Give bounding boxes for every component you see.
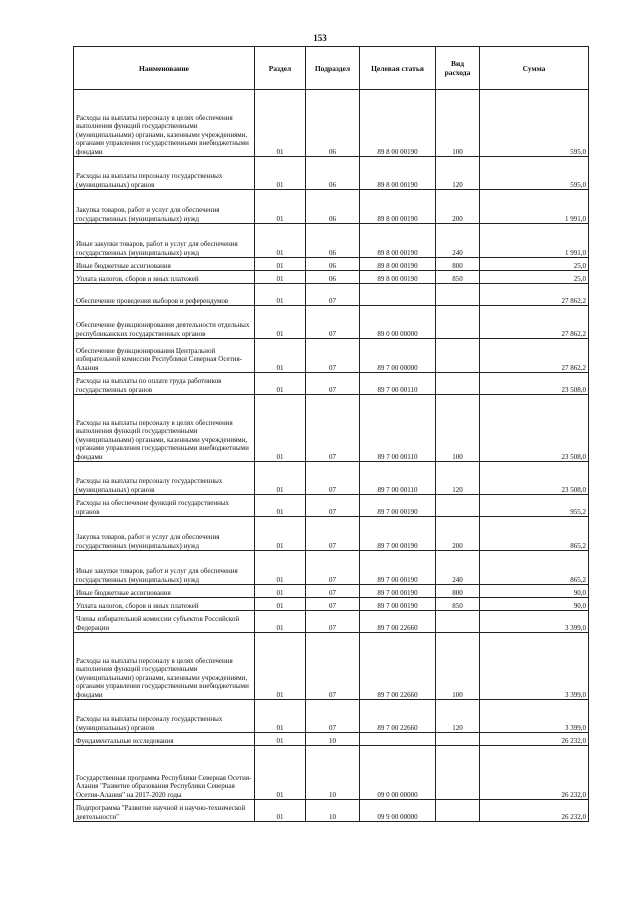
cell-expense-type: 850 (436, 598, 480, 611)
cell-section: 01 (255, 284, 306, 306)
cell-section: 01 (255, 258, 306, 271)
cell-target: 89 7 00 00190 (360, 495, 436, 517)
cell-sum: 865,2 (480, 551, 589, 585)
cell-sum: 23 508,0 (480, 395, 589, 462)
cell-section: 01 (255, 90, 306, 157)
cell-expense-type (436, 611, 480, 633)
cell-expense-type (436, 800, 480, 822)
cell-target (360, 284, 436, 306)
cell-expense-type: 240 (436, 224, 480, 258)
cell-sum: 865,2 (480, 517, 589, 551)
cell-name: Расходы на обеспечение функций государственных органов (74, 495, 255, 517)
table-body (74, 90, 589, 822)
cell-expense-type: 100 (436, 633, 480, 700)
cell-section: 01 (255, 190, 306, 224)
page-number: 153 (313, 33, 327, 43)
cell-sum: 25,0 (480, 271, 589, 284)
table-row (74, 224, 589, 258)
cell-section: 01 (255, 517, 306, 551)
cell-expense-type: 800 (436, 258, 480, 271)
cell-name: Расходы на выплаты персоналу государственных (муниципальных) органов (74, 462, 255, 495)
cell-subsection: 07 (306, 284, 360, 306)
cell-section: 01 (255, 551, 306, 585)
cell-name: Уплата налогов, сборов и иных платежей (74, 598, 255, 611)
header-subsection: Подраздел (306, 47, 360, 90)
table-row (74, 495, 589, 517)
cell-section: 01 (255, 339, 306, 373)
cell-subsection: 07 (306, 598, 360, 611)
table-row (74, 633, 589, 700)
cell-name: Подпрограмма "Развитие научной и научно-технической деятельности" (74, 800, 255, 822)
cell-subsection: 07 (306, 373, 360, 395)
cell-subsection: 06 (306, 90, 360, 157)
cell-name: Расходы на выплаты персоналу государственных (муниципальных) органов (74, 157, 255, 190)
cell-target: 89 7 00 00190 (360, 598, 436, 611)
table-row (74, 700, 589, 733)
cell-expense-type: 850 (436, 271, 480, 284)
cell-expense-type: 200 (436, 517, 480, 551)
cell-subsection: 10 (306, 733, 360, 746)
cell-subsection: 07 (306, 495, 360, 517)
cell-name: Иные закупки товаров, работ и услуг для обеспечения государственных (муниципальных) нужд (74, 551, 255, 585)
cell-name: Обеспечение функционирования Центральной избирательной комиссии Республики Северная Осетия-Алания (74, 339, 255, 373)
cell-expense-type: 120 (436, 157, 480, 190)
cell-name: Расходы на выплаты персоналу в целях обеспечения выполнения функций государственными (муниципальными) органами, казенными учреждениями, органами управления государственными внебюджетными фондами (74, 90, 255, 157)
cell-expense-type (436, 733, 480, 746)
cell-section: 01 (255, 611, 306, 633)
cell-subsection: 10 (306, 800, 360, 822)
cell-sum: 3 399,0 (480, 700, 589, 733)
cell-expense-type (436, 339, 480, 373)
cell-subsection: 07 (306, 585, 360, 598)
cell-name: Уплата налогов, сборов и иных платежей (74, 271, 255, 284)
cell-section: 01 (255, 495, 306, 517)
cell-subsection: 07 (306, 517, 360, 551)
cell-section: 01 (255, 746, 306, 800)
table-row (74, 373, 589, 395)
cell-target: 89 7 00 00190 (360, 551, 436, 585)
cell-section: 01 (255, 585, 306, 598)
cell-subsection: 07 (306, 462, 360, 495)
cell-sum: 27 862,2 (480, 306, 589, 339)
cell-expense-type (436, 746, 480, 800)
cell-name: Иные бюджетные ассигнования (74, 585, 255, 598)
table-row (74, 190, 589, 224)
table-header-row (74, 47, 589, 90)
cell-expense-type: 120 (436, 462, 480, 495)
cell-sum: 26 232,0 (480, 800, 589, 822)
cell-expense-type: 100 (436, 395, 480, 462)
header-name: Наименование (74, 47, 255, 90)
table-row (74, 258, 589, 271)
table-row (74, 306, 589, 339)
cell-target: 89 7 00 00190 (360, 517, 436, 551)
cell-sum: 955,2 (480, 495, 589, 517)
cell-subsection: 07 (306, 551, 360, 585)
cell-sum: 26 232,0 (480, 746, 589, 800)
cell-subsection: 06 (306, 157, 360, 190)
cell-expense-type (436, 306, 480, 339)
cell-name: Члены избирательной комиссии субъектов Российской Федерации (74, 611, 255, 633)
header-section: Раздел (255, 47, 306, 90)
cell-target: 89 7 00 00110 (360, 373, 436, 395)
cell-expense-type (436, 495, 480, 517)
header-target: Целевая статья (360, 47, 436, 90)
cell-section: 01 (255, 462, 306, 495)
cell-name: Расходы на выплаты персоналу государственных (муниципальных) органов (74, 700, 255, 733)
cell-sum: 23 508,0 (480, 462, 589, 495)
cell-name: Иные бюджетные ассигнования (74, 258, 255, 271)
cell-subsection: 06 (306, 224, 360, 258)
cell-section: 01 (255, 224, 306, 258)
cell-name: Фундаментальные исследования (74, 733, 255, 746)
table-row (74, 157, 589, 190)
cell-subsection: 10 (306, 746, 360, 800)
cell-subsection: 07 (306, 633, 360, 700)
cell-target: 89 8 00 00190 (360, 224, 436, 258)
cell-expense-type: 120 (436, 700, 480, 733)
cell-target: 09 9 00 00000 (360, 800, 436, 822)
cell-section: 01 (255, 800, 306, 822)
cell-target: 89 7 00 22660 (360, 611, 436, 633)
cell-expense-type: 200 (436, 190, 480, 224)
cell-sum: 3 399,0 (480, 611, 589, 633)
cell-section: 01 (255, 373, 306, 395)
cell-sum: 25,0 (480, 258, 589, 271)
cell-sum: 23 508,0 (480, 373, 589, 395)
cell-target: 89 8 00 00190 (360, 258, 436, 271)
cell-target: 89 8 00 00190 (360, 90, 436, 157)
table-row (74, 746, 589, 800)
table-row (74, 339, 589, 373)
cell-sum: 595,0 (480, 157, 589, 190)
cell-name: Закупка товаров, работ и услуг для обеспечения государственных (муниципальных) нужд (74, 517, 255, 551)
cell-section: 01 (255, 700, 306, 733)
cell-expense-type: 800 (436, 585, 480, 598)
cell-target: 89 8 00 00190 (360, 157, 436, 190)
cell-target: 89 8 00 00190 (360, 271, 436, 284)
cell-subsection: 07 (306, 700, 360, 733)
cell-sum: 27 862,2 (480, 339, 589, 373)
cell-subsection: 07 (306, 395, 360, 462)
cell-subsection: 07 (306, 306, 360, 339)
table-row (74, 585, 589, 598)
cell-name: Иные закупки товаров, работ и услуг для обеспечения государственных (муниципальных) нужд (74, 224, 255, 258)
cell-sum: 27 862,2 (480, 284, 589, 306)
cell-sum: 1 991,0 (480, 190, 589, 224)
cell-target: 89 7 00 22660 (360, 633, 436, 700)
table-row (74, 517, 589, 551)
cell-subsection: 07 (306, 611, 360, 633)
cell-name: Обеспечение проведения выборов и референдумов (74, 284, 255, 306)
cell-section: 01 (255, 306, 306, 339)
cell-sum: 1 991,0 (480, 224, 589, 258)
table-row (74, 395, 589, 462)
cell-section: 01 (255, 733, 306, 746)
cell-section: 01 (255, 395, 306, 462)
cell-section: 01 (255, 157, 306, 190)
cell-section: 01 (255, 598, 306, 611)
table-row (74, 733, 589, 746)
cell-target: 89 7 00 00190 (360, 585, 436, 598)
cell-expense-type: 240 (436, 551, 480, 585)
cell-target: 89 7 00 22660 (360, 700, 436, 733)
table-row (74, 551, 589, 585)
cell-sum: 90,0 (480, 598, 589, 611)
table-row (74, 271, 589, 284)
cell-subsection: 06 (306, 258, 360, 271)
cell-name: Обеспечение функционирования деятельности отдельных республиканских государственных органов (74, 306, 255, 339)
cell-name: Расходы на выплаты персоналу в целях обеспечения выполнения функций государственными (муниципальными) органами, казенными учреждениями, органами управления государственными внебюджетными фондами (74, 633, 255, 700)
cell-expense-type (436, 373, 480, 395)
cell-name: Расходы на выплаты персоналу в целях обеспечения выполнения функций государственными (муниципальными) органами, казенными учреждениями, органами управления государственными внебюджетными фондами (74, 395, 255, 462)
cell-sum: 3 399,0 (480, 633, 589, 700)
cell-name: Расходы на выплаты по оплате труда работников государственных органов (74, 373, 255, 395)
table-row (74, 462, 589, 495)
cell-target: 89 8 00 00190 (360, 190, 436, 224)
header-sum: Сумма (480, 47, 589, 90)
cell-target: 89 7 00 00110 (360, 462, 436, 495)
cell-sum: 26 232,0 (480, 733, 589, 746)
cell-expense-type (436, 284, 480, 306)
table-row (74, 284, 589, 306)
cell-sum: 595,0 (480, 90, 589, 157)
cell-target: 89 0 00 00000 (360, 306, 436, 339)
cell-target (360, 733, 436, 746)
table-row (74, 90, 589, 157)
cell-expense-type: 100 (436, 90, 480, 157)
budget-table (73, 46, 589, 822)
cell-subsection: 06 (306, 271, 360, 284)
cell-sum: 90,0 (480, 585, 589, 598)
table-row (74, 800, 589, 822)
cell-name: Государственная программа Республики Северная Осетия-Алания "Развитие образования Республики Северная Осетия-Алания" на 2017-2020 годы (74, 746, 255, 800)
cell-subsection: 07 (306, 339, 360, 373)
cell-target: 89 7 00 00000 (360, 339, 436, 373)
header-expense-type: Вид расхода (436, 47, 480, 90)
cell-target: 09 0 00 00000 (360, 746, 436, 800)
cell-section: 01 (255, 271, 306, 284)
table-row (74, 598, 589, 611)
cell-section: 01 (255, 633, 306, 700)
cell-subsection: 06 (306, 190, 360, 224)
table-row (74, 611, 589, 633)
cell-target: 89 7 00 00110 (360, 395, 436, 462)
cell-name: Закупка товаров, работ и услуг для обеспечения государственных (муниципальных) нужд (74, 190, 255, 224)
